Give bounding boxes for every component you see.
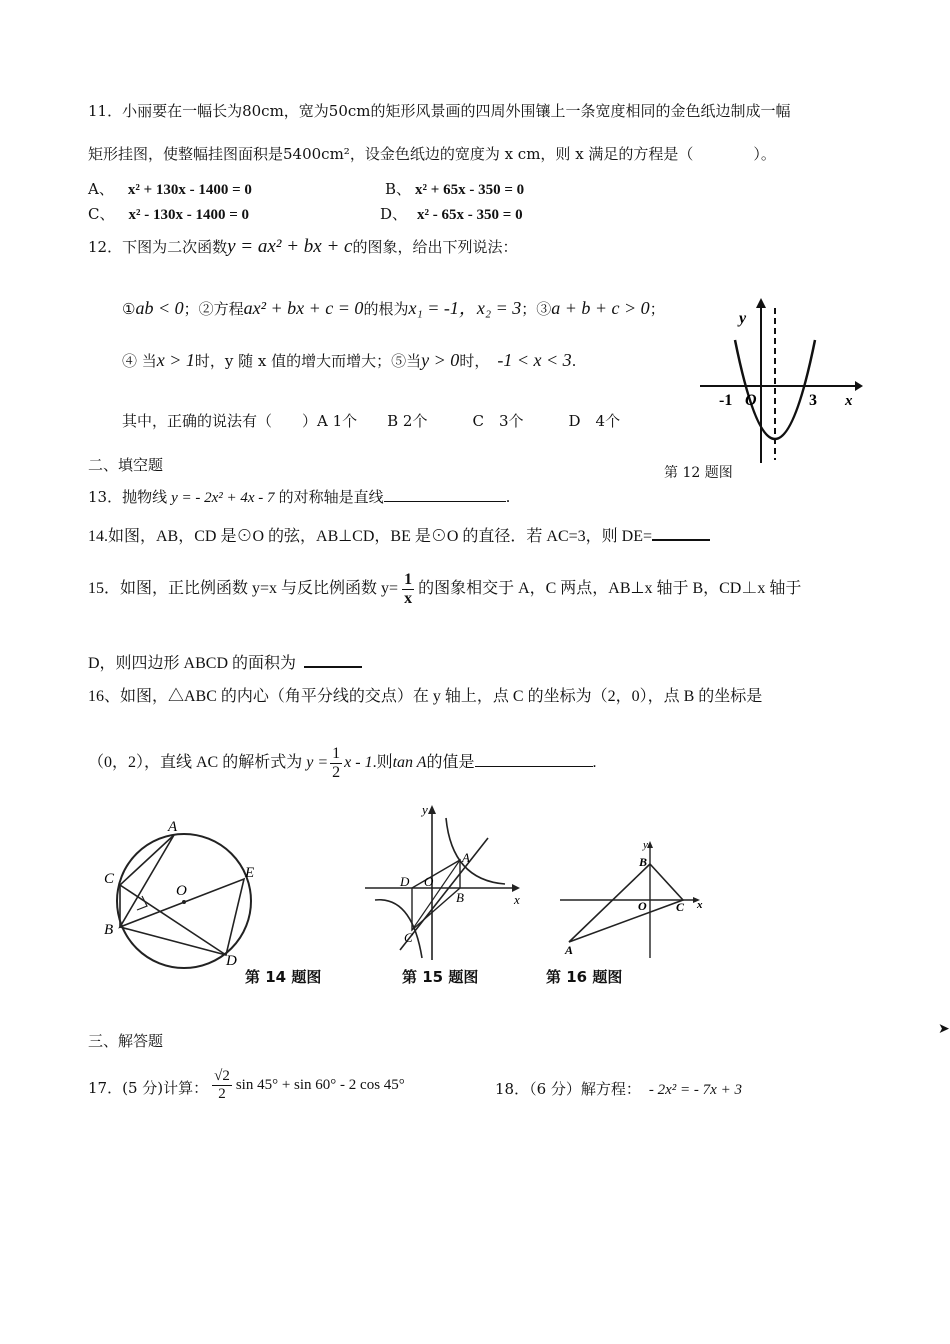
- fig14-label-c: C: [104, 871, 115, 887]
- q13-answer-blank[interactable]: [384, 501, 506, 502]
- fig14-circle-diagram: [98, 815, 283, 975]
- q17: 17．(5 分)计算： $\frac{√2}{2}$ sin 45° + sin 60° - 2 cos 45°: [88, 1068, 405, 1102]
- q15-answer-blank[interactable]: [304, 666, 362, 668]
- fig12-three-label: 3: [809, 392, 817, 409]
- fig15-label-o: O: [424, 874, 434, 889]
- fig12-origin-label: O: [745, 392, 757, 409]
- fig14-label-b: B: [104, 922, 114, 938]
- margin-arrow-icon: ➤: [938, 1021, 950, 1037]
- fig15-caption: 第 15 题图: [402, 968, 479, 986]
- fig15-label-b: B: [456, 890, 464, 905]
- fig16-label-o: O: [638, 899, 647, 913]
- fig16-triangle-graph: [555, 838, 715, 963]
- q13: 13．抛物线 y = - 2x² + 4x - 7 的对称轴是直线 .: [88, 488, 511, 506]
- q11-line2: 矩形挂图，使整幅挂图面积是5400cm²，设金色纸边的宽度为 x cm，则 x 满足的方程是（ ）。: [88, 145, 776, 163]
- fig15-function-graph: [360, 800, 525, 965]
- fig15-label-a: A: [462, 850, 470, 865]
- fig14-label-d: D: [226, 953, 237, 969]
- fig16-label-b: B: [639, 855, 648, 869]
- fig12-y-label: y: [739, 310, 747, 327]
- q18: 18．（6 分）解方程： - 2x² = - 7x + 3: [495, 1080, 742, 1098]
- q16-line1: 16、如图，△ABC 的内心（角平分线的交点）在 y 轴上，点 C 的坐标为（2，0），点 B 的坐标是: [88, 688, 763, 705]
- fig14-label-o: O: [176, 883, 187, 899]
- fig12-x-label: x: [845, 393, 853, 409]
- q14-answer-blank[interactable]: [652, 539, 710, 541]
- fig16-label-y: y: [643, 839, 648, 851]
- q12-statements-4-5: ④ 当x > 1时，y 随 x 值的增大而增大；⑤当y > 0时， -1 < x < 3.: [122, 350, 577, 370]
- fig15-label-x: x: [514, 892, 520, 907]
- fig14-label-a: A: [168, 819, 178, 835]
- fig14-caption: 第 14 题图: [245, 968, 322, 986]
- q12-intro: 12．下图为二次函数y = ax² + bx + c的图象，给出下列说法：: [88, 236, 518, 257]
- fig16-caption: 第 16 题图: [546, 968, 623, 986]
- q16-line2: （0，2），直线 AC 的解析式为 y = $\frac{1}{2}$ x - 1.则tan A的值是 .: [88, 745, 597, 781]
- q12-statements-1-3: ①ab < 0；②方程ax² + bx + c = 0的根为x₁ = -1，x₂ = 3；③a + b + c > 0；: [122, 298, 665, 318]
- fig16-label-x: x: [697, 899, 703, 911]
- fig12-caption: 第 12 题图: [664, 465, 733, 481]
- section-solve-title: 三、解答题: [88, 1032, 164, 1050]
- q14: 14.如图，AB，CD 是⊙O 的弦，AB⊥CD，BE 是⊙O 的直径．若 AC=3，则 DE=: [88, 523, 710, 546]
- fig12-minus-one-label: -1: [719, 392, 733, 409]
- q15-line1: 15．如图，正比例函数 y=x 与反比例函数 y= $\frac{1}{x}$ 的图象相交于 A，C 两点，AB⊥x 轴于 B，CD⊥x 轴于: [88, 571, 802, 607]
- fig15-label-d: D: [400, 874, 410, 889]
- q11-option-b: B、 x² + 65x - 350 = 0: [385, 180, 525, 198]
- q11-option-d: D、 x² - 65x - 350 = 0: [380, 205, 523, 223]
- q16-answer-blank[interactable]: [475, 766, 593, 767]
- fig14-label-e: E: [245, 865, 255, 881]
- fig16-label-a: A: [565, 943, 574, 957]
- q11-option-c: C、 x² - 130x - 1400 = 0: [88, 205, 250, 223]
- section-fill-in-title: 二、填空题: [88, 456, 164, 474]
- q15-line2: D，则四边形 ABCD 的面积为: [88, 650, 362, 673]
- fig16-label-c: C: [676, 900, 685, 914]
- fig12-parabola-graph: [695, 298, 865, 466]
- q12-question: 其中，正确的说法有（ ）A 1个 B 2个 C 3个 D 4个: [122, 412, 621, 430]
- fig15-label-y: y: [422, 802, 428, 817]
- q11-line1: 11．小丽要在一幅长为80cm，宽为50cm的矩形风景画的四周外围镶上一条宽度相同的金色纸边制成一幅: [88, 102, 791, 120]
- fig15-label-c: C: [404, 930, 413, 945]
- q11-option-a: A、 x² + 130x - 1400 = 0: [88, 180, 252, 198]
